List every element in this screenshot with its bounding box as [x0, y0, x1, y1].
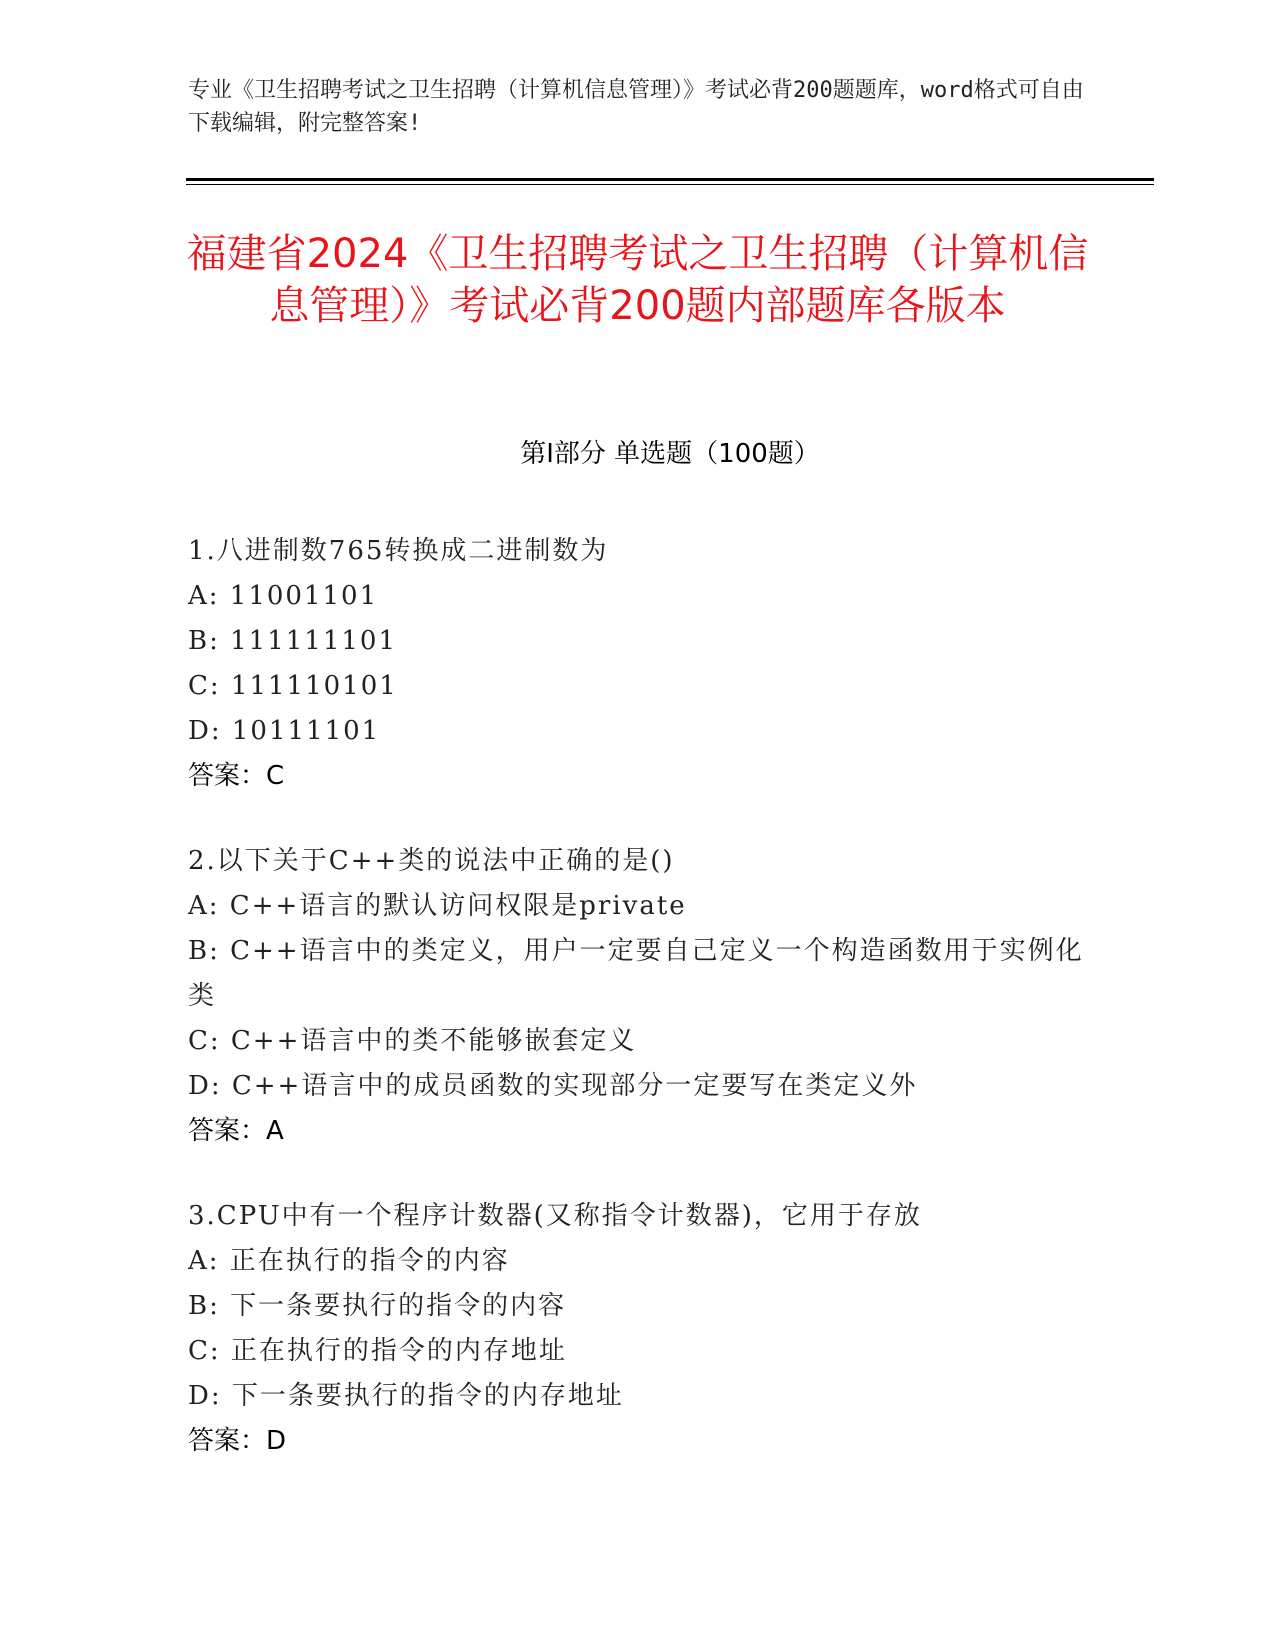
answer: 答案：D — [188, 1426, 287, 1456]
option-a: A: C++语言的默认访问权限是private — [188, 891, 687, 921]
option-c: C: 正在执行的指令的内存地址 — [188, 1336, 567, 1366]
option-d: D: 下一条要执行的指令的内存地址 — [188, 1381, 624, 1411]
header-rule-thin — [186, 184, 1154, 185]
option-a: A: 11001101 — [188, 581, 379, 611]
option-b: B: C++语言中的类定义，用户一定要自己定义一个构造函数用于实例化类 — [188, 936, 1084, 1011]
question-stem: 3.CPU中有一个程序计数器(又称指令计数器)，它用于存放 — [188, 1201, 922, 1231]
header-rule-thick — [186, 178, 1154, 181]
option-d: D: 10111101 — [188, 716, 381, 746]
question-3 — [188, 1194, 1088, 1464]
option-b: B: 下一条要执行的指令的内容 — [188, 1291, 567, 1321]
header-note: 专业《卫生招聘考试之卫生招聘（计算机信息管理）》考试必背200题题库，word格式可自由下载编辑，附完整答案! — [188, 78, 1084, 136]
question-2 — [188, 839, 1088, 1154]
answer: 答案：A — [188, 1116, 284, 1146]
question-stem: 2.以下关于C++类的说法中正确的是() — [188, 846, 675, 876]
option-c: C: C++语言中的类不能够嵌套定义 — [188, 1026, 637, 1056]
option-d: D: C++语言中的成员函数的实现部分一定要写在类定义外 — [188, 1071, 918, 1101]
question-list — [188, 529, 1088, 1504]
option-a: A: 正在执行的指令的内容 — [188, 1246, 510, 1276]
document-title: 福建省2024《卫生招聘考试之卫生招聘（计算机信息管理）》考试必背200题内部题库各版本 — [186, 231, 1089, 329]
option-c: C: 111110101 — [188, 671, 398, 701]
answer: 答案：C — [188, 761, 285, 791]
option-b: B: 111111101 — [188, 626, 398, 656]
section-title: 第Ⅰ部分 单选题（100题） — [520, 439, 820, 469]
question-1 — [188, 529, 1088, 799]
question-stem: 1.八进制数765转换成二进制数为 — [188, 536, 609, 566]
